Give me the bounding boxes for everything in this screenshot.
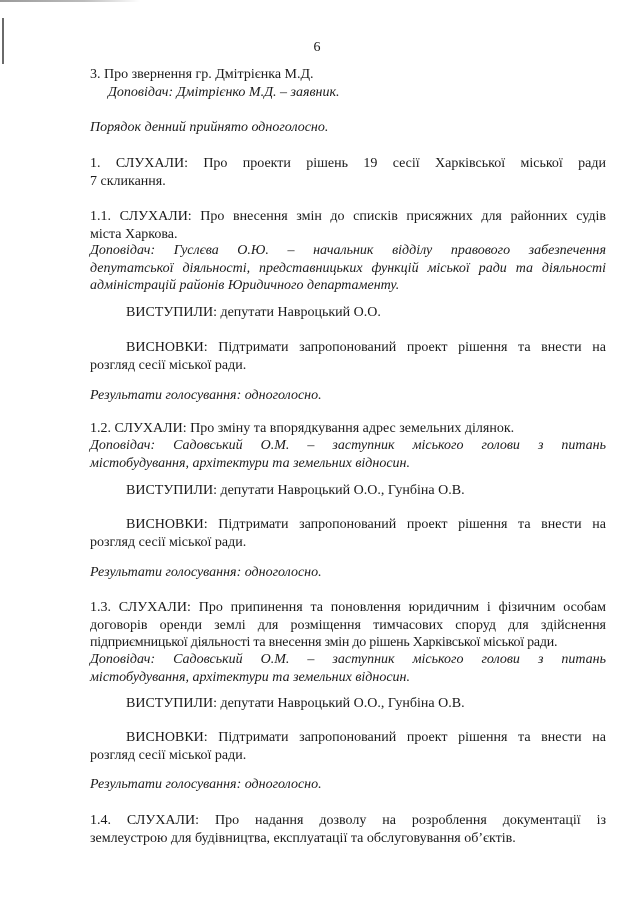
agenda-item-3 bbox=[90, 66, 606, 101]
section-1-1-speaker-line3: адміністрацій районів Юридичного департаменту. bbox=[90, 278, 400, 293]
section-1-1-conclusion-line1: ВИСНОВКИ: Підтримати запропонований проект рішення та внести на bbox=[126, 340, 606, 355]
section-1-3-spoke: ВИСТУПИЛИ: депутати Навроцький О.О., Гунбіна О.В. bbox=[126, 696, 465, 711]
agenda-item-3-title: 3. Про звернення гр. Дмітрієнка М.Д. bbox=[90, 67, 314, 82]
section-1-1-speaker bbox=[90, 242, 606, 295]
scan-edge-top bbox=[0, 0, 140, 2]
section-1-3-speaker bbox=[90, 651, 606, 686]
section-1-3-heard-line2: договорів оренди землі для розміщення тимчасових споруд для здійснення bbox=[90, 617, 606, 633]
section-1-1-spoke: ВИСТУПИЛИ: депутати Навроцький О.О. bbox=[126, 305, 381, 320]
section-1-2-conclusion-line1: ВИСНОВКИ: Підтримати запропонований проект рішення та внести на bbox=[126, 517, 606, 532]
section-1-4-heard-line1: 1.4. СЛУХАЛИ: Про надання дозволу на розроблення документації із bbox=[90, 813, 606, 828]
section-1-3-conclusion-line2: розгляд сесії міської ради. bbox=[90, 747, 247, 763]
section-1-3-speaker-line1: Доповідач: Садовський О.М. – заступник міського голови з питань bbox=[90, 652, 606, 667]
agenda-item-3-speaker: Доповідач: Дмітрієнко М.Д. – заявник. bbox=[108, 84, 340, 100]
page-number: 6 bbox=[313, 40, 321, 55]
section-1-2-speaker-line1: Доповідач: Садовський О.М. – заступник міського голови з питань bbox=[90, 438, 606, 453]
section-1-2-vote: Результати голосування: одноголосно. bbox=[90, 565, 322, 580]
section-1-heard-line2: 7 скликання. bbox=[90, 173, 166, 189]
section-1-3-heard-line3: підприємницької діяльності та внесення змін до рішень Харківської міської ради. bbox=[90, 635, 558, 650]
section-1-4-heard bbox=[90, 812, 606, 847]
section-1-3-heard bbox=[90, 599, 606, 652]
section-1-2-heard: 1.2. СЛУХАЛИ: Про зміну та впорядкування адрес земельних ділянок. bbox=[90, 421, 515, 436]
section-1-2-speaker bbox=[90, 437, 606, 472]
section-1-1-heard-line1: 1.1. СЛУХАЛИ: Про внесення змін до списків присяжних для районних судів bbox=[90, 209, 606, 224]
section-1-1-heard-line2: міста Харкова. bbox=[90, 226, 178, 242]
section-1-4-heard-line2: землеустрою для будівництва, експлуатації та обслуговування об’єктів. bbox=[90, 830, 516, 846]
section-1-1-conclusion-line2: розгляд сесії міської ради. bbox=[90, 357, 247, 373]
section-1-3-vote: Результати голосування: одноголосно. bbox=[90, 777, 322, 792]
section-1-1-speaker-line2: депутатської діяльності, представницьких функцій міської ради та діяльності bbox=[90, 260, 606, 276]
section-1-2-conclusion-line2: розгляд сесії міської ради. bbox=[90, 534, 247, 550]
section-1-1-heard bbox=[90, 208, 606, 243]
section-1-1-speaker-line1: Доповідач: Гуслєва О.Ю. – начальник відділу правового забезпечення bbox=[90, 243, 606, 258]
section-1-2-speaker-line2: містобудування, архітектури та земельних відносин. bbox=[90, 455, 410, 471]
section-1-1-vote: Результати голосування: одноголосно. bbox=[90, 388, 322, 403]
section-1-2-spoke: ВИСТУПИЛИ: депутати Навроцький О.О., Гунбіна О.В. bbox=[126, 483, 465, 498]
section-1-1-conclusion bbox=[90, 339, 606, 374]
section-1-2-conclusion bbox=[90, 516, 606, 551]
section-1-3-heard-line1: 1.3. СЛУХАЛИ: Про припинення та поновлення юридичним і фізичним особам bbox=[90, 600, 606, 615]
section-1-3-conclusion-line1: ВИСНОВКИ: Підтримати запропонований проект рішення та внести на bbox=[126, 730, 606, 745]
section-1-heard-line1: 1. СЛУХАЛИ: Про проекти рішень 19 сесії Харківської міської ради bbox=[90, 156, 606, 171]
section-1-3-speaker-line2: містобудування, архітектури та земельних відносин. bbox=[90, 669, 410, 685]
section-1-3-conclusion bbox=[90, 729, 606, 764]
section-1-heard bbox=[90, 155, 606, 190]
agenda-approved-note: Порядок денний прийнято одноголосно. bbox=[90, 120, 329, 135]
